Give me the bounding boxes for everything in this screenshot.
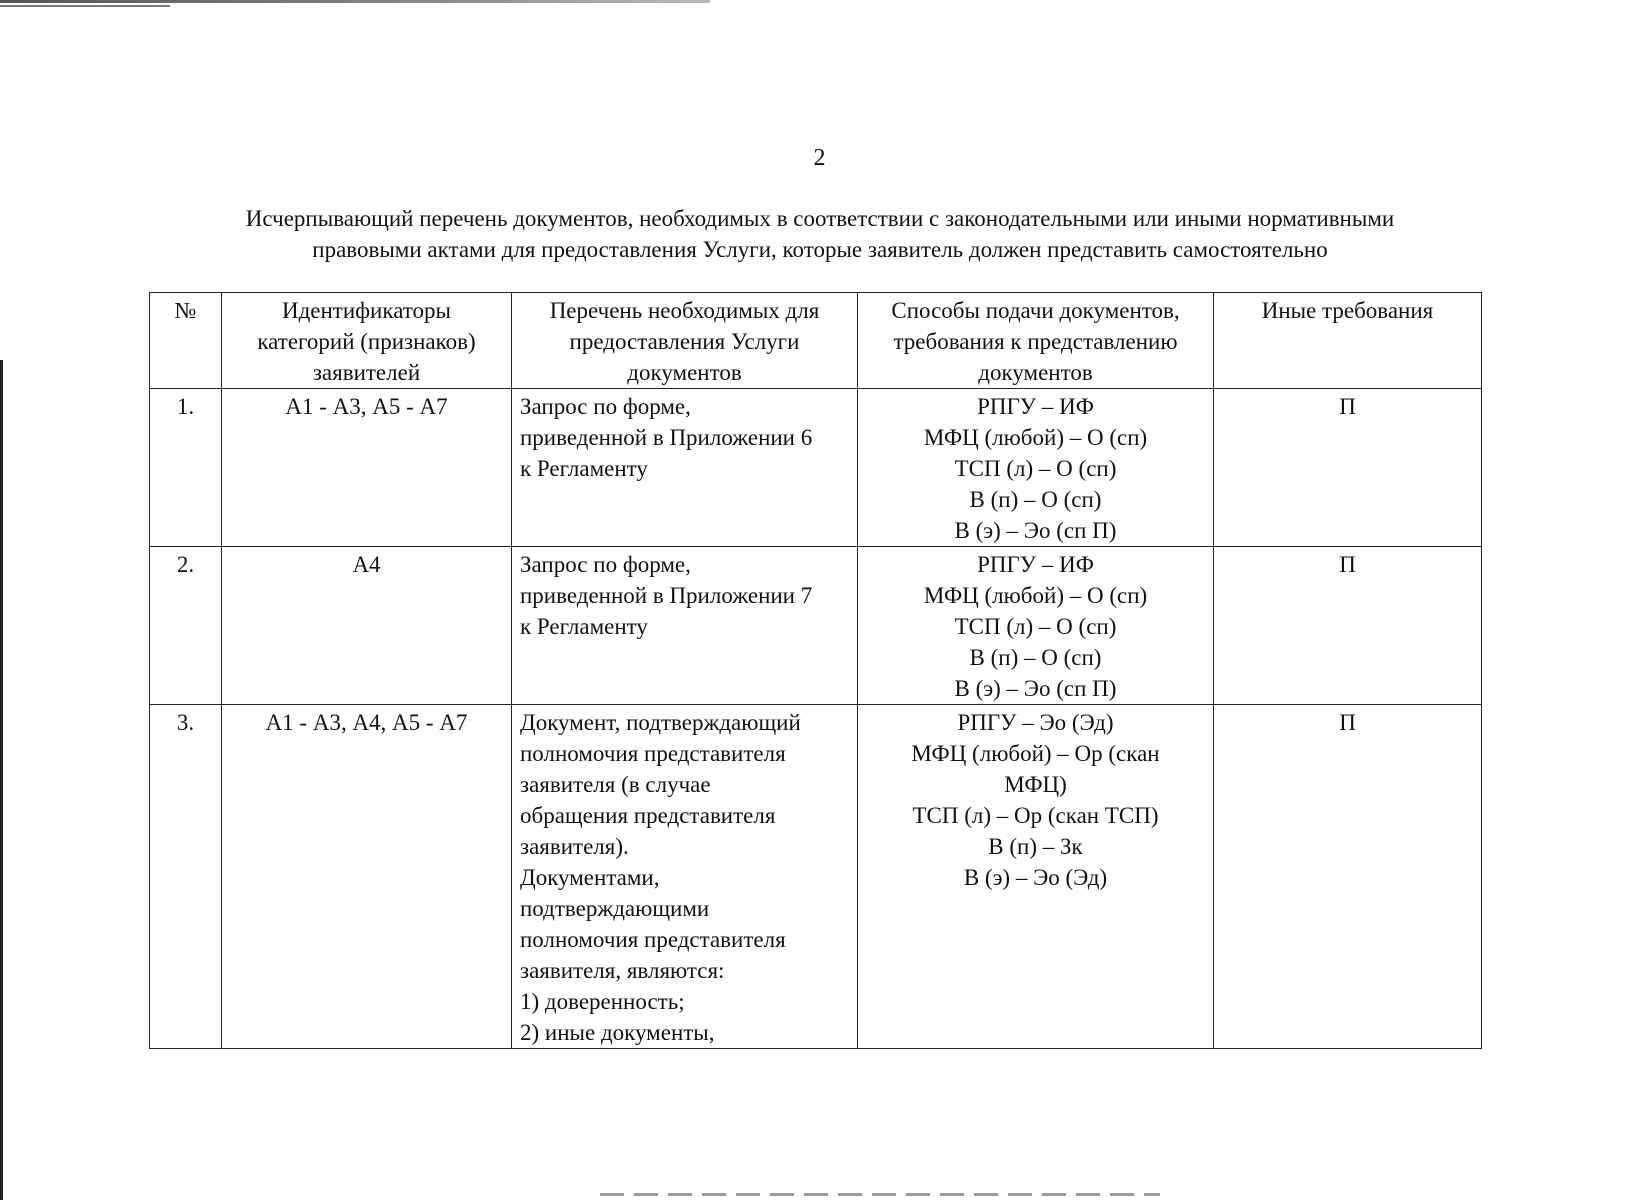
header-line: Способы подачи документов,: [891, 298, 1180, 323]
cell-other: [1214, 705, 1482, 1049]
header-line: Идентификаторы: [281, 298, 452, 323]
cell-line: обращения представителя: [520, 803, 776, 828]
cell-num: 3.: [150, 705, 222, 1049]
cell-line: МФЦ (любой) – О (сп): [923, 425, 1148, 450]
cell-line: заявителя, являются:: [520, 958, 725, 983]
cell-line: П: [1339, 710, 1356, 735]
cell-line: заявителя).: [520, 834, 629, 859]
document-title-line: Исчерпывающий перечень документов, необходимых в соответствии с законодательными или иными нормативными: [245, 206, 1395, 231]
cell-identifiers: [222, 705, 512, 1049]
cell-line: ТСП (л) – Ор (скан ТСП): [912, 803, 1159, 828]
cell-identifiers: [222, 389, 512, 547]
header-line: категорий (признаков): [257, 329, 476, 354]
document-title: [150, 203, 1490, 265]
cell-line: 2) иные документы,: [520, 1020, 715, 1045]
cell-line: ТСП (л) – О (сп): [954, 456, 1117, 481]
header-line: №: [174, 298, 197, 323]
cell-line: полномочия представителя: [520, 741, 786, 766]
cell-line: П: [1339, 394, 1356, 419]
cell-line: подтверждающими: [520, 896, 710, 921]
cell-line: МФЦ): [1004, 772, 1067, 797]
scan-edge-top: [0, 0, 710, 3]
cell-line: А1 - А3, А5 - А7: [285, 394, 448, 419]
cell-line: В (п) – Зк: [988, 834, 1083, 859]
table-row: [150, 705, 1482, 1049]
cell-line: 1) доверенность;: [520, 989, 685, 1014]
cell-line: В (э) – Эо (Эд): [963, 865, 1108, 890]
documents-table: [149, 292, 1482, 1049]
cell-num: 1.: [150, 389, 222, 547]
cell-methods: [858, 705, 1214, 1049]
header-methods: [858, 293, 1214, 389]
cell-documents: [512, 547, 858, 705]
cell-line: В (э) – Эо (сп П): [954, 676, 1117, 701]
cell-documents: [512, 389, 858, 547]
table-header-row: [150, 293, 1482, 389]
cell-line: МФЦ (любой) – О (сп): [923, 583, 1148, 608]
header-other: [1214, 293, 1482, 389]
header-line: требования к представлению: [893, 329, 1178, 354]
cell-line: РПГУ – Эо (Эд): [957, 710, 1114, 735]
cell-line: приведенной в Приложении 6: [520, 425, 813, 450]
cell-line: В (п) – О (сп): [969, 487, 1102, 512]
header-documents: [512, 293, 858, 389]
header-line: заявителей: [312, 360, 421, 385]
cell-methods: [858, 389, 1214, 547]
cell-line: ТСП (л) – О (сп): [954, 614, 1117, 639]
header-line: предоставления Услуги: [569, 329, 800, 354]
cell-line: В (п) – О (сп): [969, 645, 1102, 670]
cell-line: заявителя (в случае: [520, 772, 711, 797]
cell-line: РПГУ – ИФ: [977, 552, 1094, 577]
table-row: [150, 389, 1482, 547]
cell-other: [1214, 389, 1482, 547]
cell-line: Запрос по форме,: [520, 394, 691, 419]
page-number: 2: [813, 145, 826, 171]
cell-line: к Регламенту: [520, 456, 648, 481]
cell-line: МФЦ (любой) – Ор (скан: [911, 741, 1160, 766]
cell-line: полномочия представителя: [520, 927, 786, 952]
header-num: [150, 293, 222, 389]
cell-line: к Регламенту: [520, 614, 648, 639]
cell-line: приведенной в Приложении 7: [520, 583, 813, 608]
cell-documents: [512, 705, 858, 1049]
header-line: Перечень необходимых для: [549, 298, 820, 323]
cell-num: 2.: [150, 547, 222, 705]
header-line: Иные требования: [1261, 298, 1434, 323]
cell-line: А1 - А3, А4, А5 - А7: [265, 710, 468, 735]
scan-edge-top-secondary: [0, 5, 170, 7]
cell-line: РПГУ – ИФ: [977, 394, 1094, 419]
cell-identifiers: [222, 547, 512, 705]
cell-methods: [858, 547, 1214, 705]
cell-line: Документ, подтверждающий: [520, 710, 801, 735]
cell-other: [1214, 547, 1482, 705]
cell-line: А4: [352, 552, 381, 577]
scan-edge-bottom: [600, 1193, 1160, 1196]
cell-line: Запрос по форме,: [520, 552, 691, 577]
cell-line: Документами,: [520, 865, 660, 890]
cell-line: В (э) – Эо (сп П): [954, 518, 1117, 543]
table-row: [150, 547, 1482, 705]
header-identifiers: [222, 293, 512, 389]
cell-line: П: [1339, 552, 1356, 577]
document-title-line: правовыми актами для предоставления Услуги, которые заявитель должен представить самостоятельно: [312, 237, 1328, 262]
header-line: документов: [627, 360, 742, 385]
scan-edge-left: [0, 360, 3, 1200]
header-line: документов: [978, 360, 1093, 385]
